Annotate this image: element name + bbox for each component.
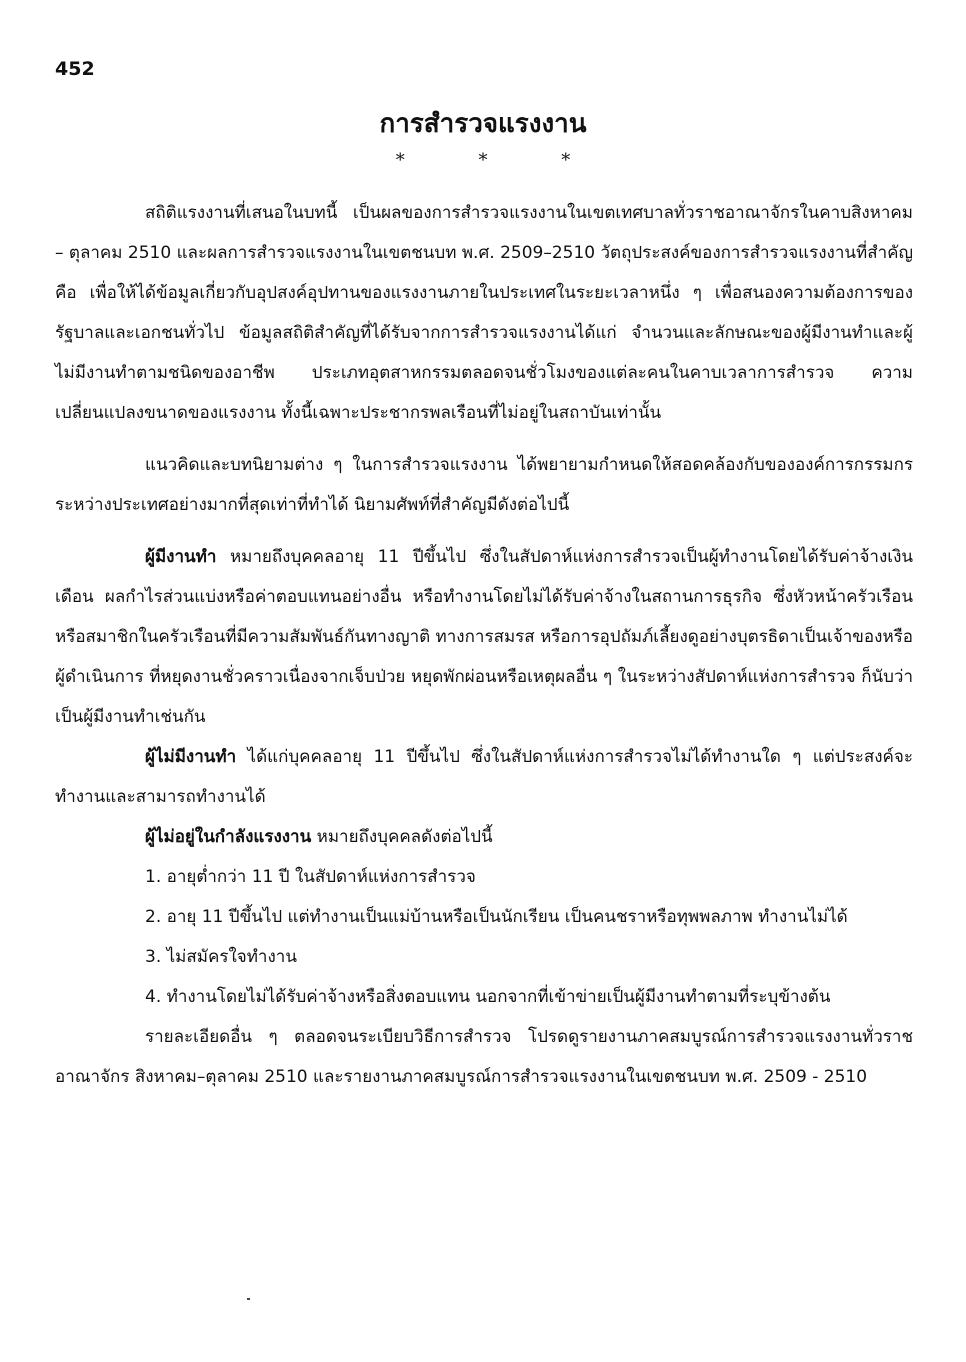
employed-text: หมายถึงบุคคลอายุ 11 ปีขึ้นไป ซึ่งในสัปดาห์แห่งการสำรวจเป็นผู้ทำงานโดยได้รับค่าจ้างเงินเดือน ผลกำไรส่วนแบ่งหรือค่าตอบแทนอย่างอื่น หรือทำงานโดยไม่ได้รับค่าจ้างในสถานการธุรกิจ ซึ่งหัวหน้าครัวเรือนหรือสมาชิกในครัวเรือนที่มีความสัมพันธ์กันทางญาติ ทางการสมรส หรือการอุปถัมภ์เลี้ยงดูอย่างบุตรธิดาเป็นเจ้าของหรือผู้ดำเนินการ ที่หยุดงานชั่วคราวเนื่องจากเจ็บป่วย หยุดพักผ่อนหรือเหตุผลอื่น ๆ ในระหว่างสัปดาห์แห่งการสำรวจ ก็นับว่าเป็นผู้มีงานทำเช่นกัน [55, 547, 913, 727]
list-item: 2. อายุ 11 ปีขึ้นไป แต่ทำงานเป็นแม่บ้านหรือเป็นนักเรียน เป็นคนชราหรือทุพพลภาพ ทำงานไม่ได้ [145, 907, 848, 927]
not-in-labor-term: ผู้ไม่อยู่ในกำลังแรงงาน [145, 827, 312, 847]
document-body [55, 193, 913, 1097]
list-item: 3. ไม่สมัครใจทำงาน [145, 947, 297, 967]
unemployed-definition [55, 737, 913, 817]
page-number: 452 [55, 58, 95, 80]
list-item: 4. ทำงานโดยไม่ได้รับค่าจ้างหรือสิ่งตอบแทน นอกจากที่เข้าข่ายเป็นผู้มีงานทำตามที่ระบุข้างต้น [145, 987, 831, 1007]
details-paragraph: รายละเอียดอื่น ๆ ตลอดจนระเบียบวิธีการสำรวจ โปรดดูรายงานภาคสมบูรณ์การสำรวจแรงงานทั่วราชอาณาจักร สิงหาคม–ตุลาคม 2510 และรายงานภาคสมบูรณ์การสำรวจแรงงานในเขตชนบท พ.ศ. 2509 - 2510 [55, 1027, 913, 1087]
unemployed-term: ผู้ไม่มีงานทำ [145, 747, 237, 767]
employed-definition [55, 537, 913, 737]
not-in-labor-definition [55, 817, 913, 857]
not-in-labor-text: หมายถึงบุคคลดังต่อไปนี้ [311, 827, 493, 847]
employed-term: ผู้มีงานทำ [145, 547, 217, 567]
intro-paragraph: สถิติแรงงานที่เสนอในบทนี้ เป็นผลของการสำรวจแรงงานในเขตเทศบาลทั่วราชอาณาจักรในคาบสิงหาคม – ตุลาคม 2510 และผลการสำรวจแรงงานในเขตชนบท พ.ศ. 2509–2510 วัตถุประสงค์ของการสำรวจแรงงานที่สำคัญคือ เพื่อให้ได้ข้อมูลเกี่ยวกับอุปสงค์อุปทานของแรงงานภายในประเทศในระยะเวลาหนึ่ง ๆ เพื่อสนองความต้องการของรัฐบาลและเอกชนทั่วไป ข้อมูลสถิติสำคัญที่ได้รับจากการสำรวจแรงงานได้แก่ จำนวนและลักษณะของผู้มีงานทำและผู้ไม่มีงานทำตามชนิดของอาชีพ ประเภทอุตสาหกรรมตลอดจนชั่วโมงของแต่ละคนในคาบเวลาการสำรวจ ความเปลี่ยนแปลงขนาดของแรงงาน ทั้งนี้เฉพาะประชากรพลเรือนที่ไม่อยู่ในสถาบันเท่านั้น [55, 203, 913, 423]
list-item: 1. อายุต่ำกว่า 11 ปี ในสัปดาห์แห่งการสำรวจ [145, 867, 476, 887]
unemployed-text: ได้แก่บุคคลอายุ 11 ปีขึ้นไป ซึ่งในสัปดาห์แห่งการสำรวจไม่ได้ทำงานใด ๆ แต่ประสงค์จะทำงานและสามารถทำงานได้ [55, 747, 913, 807]
concepts-paragraph: แนวคิดและบทนิยามต่าง ๆ ในการสำรวจแรงงาน ได้พยายามกำหนดให้สอดคล้องกับขององค์การกรรมกรระหว่างประเทศอย่างมากที่สุดเท่าที่ทำได้ นิยามศัพท์ที่สำคัญมีดังต่อไปนี้ [55, 455, 913, 515]
scan-speck [247, 1298, 250, 1300]
page-title: การสำรวจแรงงาน [379, 109, 587, 139]
section-separator: * * * [395, 150, 605, 171]
